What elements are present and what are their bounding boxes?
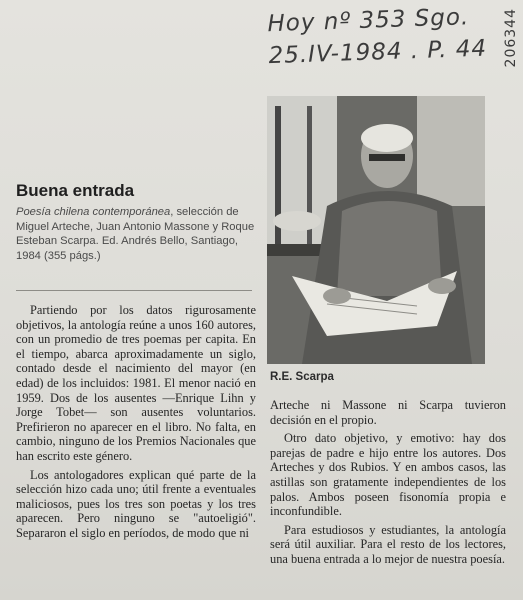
book-title: Poesía chilena contemporánea [16,206,171,218]
handwritten-citation [267,0,509,72]
article-title: Buena entrada [16,181,135,200]
article-paragraph: Partiendo por los datos rigurosamente objetivos, la antología reúne a unos 160 autores, con un promedio de tres poemas per capita. En el tiempo, abarca aproximadamente un siglo, contado desde el nacimiento del mayor (en edad) de los incluidos: 1981. El menor nació en 1959. Dos de los ausentes —Enrique Lihn y Jorge Tobet— son ausentes voluntarios. Prefirieron no aparecer en el libro. No falta, en cambio, ninguno de los Premios Nacionales que han escrito este género. [16,303,256,463]
handwritten-line-2: 25.IV-1984 . P. 44 [268,35,488,70]
handwritten-line-1: Hoy nº 353 Sgo. [267,4,470,38]
portrait-image [267,96,485,364]
divider [16,290,252,291]
photo-caption: R.E. Scarpa [270,371,334,383]
book-details: , selección de Miguel Arteche, Juan Antonio Massone y Roque Esteban Scarpa. Ed. Andrés Bello, Santiago, 1984 (355 págs.) [16,206,255,262]
article-paragraph: Arteche ni Massone ni Scarpa tuvieron decisión en el propio. [270,398,506,427]
article-paragraph: Para estudiosos y estudiantes, la antología será útil auxiliar. Para el resto de los lectores, una buena entrada a lo mejor de nuestra poesía. [270,522,506,566]
catalog-number: 206344 [503,8,519,68]
article-column-left [16,303,256,545]
book-reference [16,205,256,263]
author-photo [267,96,485,364]
article-paragraph: Otro dato objetivo, y emotivo: hay dos parejas de padre e hijo entre los autores. Dos Arteches y dos Rubios. Y en ambos casos, las astillas son gratamente independientes de los palos. Ambos poseen fisonomía propia e inconfundible. [270,431,506,519]
article-paragraph: Los antologadores explican qué parte de la selección hizo cada uno; útil frente a eventuales maliciosos, pues los tres son poetas y los tres aparecen. Pero ninguno se "autoeligió". Separaron el siglo en períodos, de modo que ni [16,467,256,540]
article-column-right [270,398,506,571]
